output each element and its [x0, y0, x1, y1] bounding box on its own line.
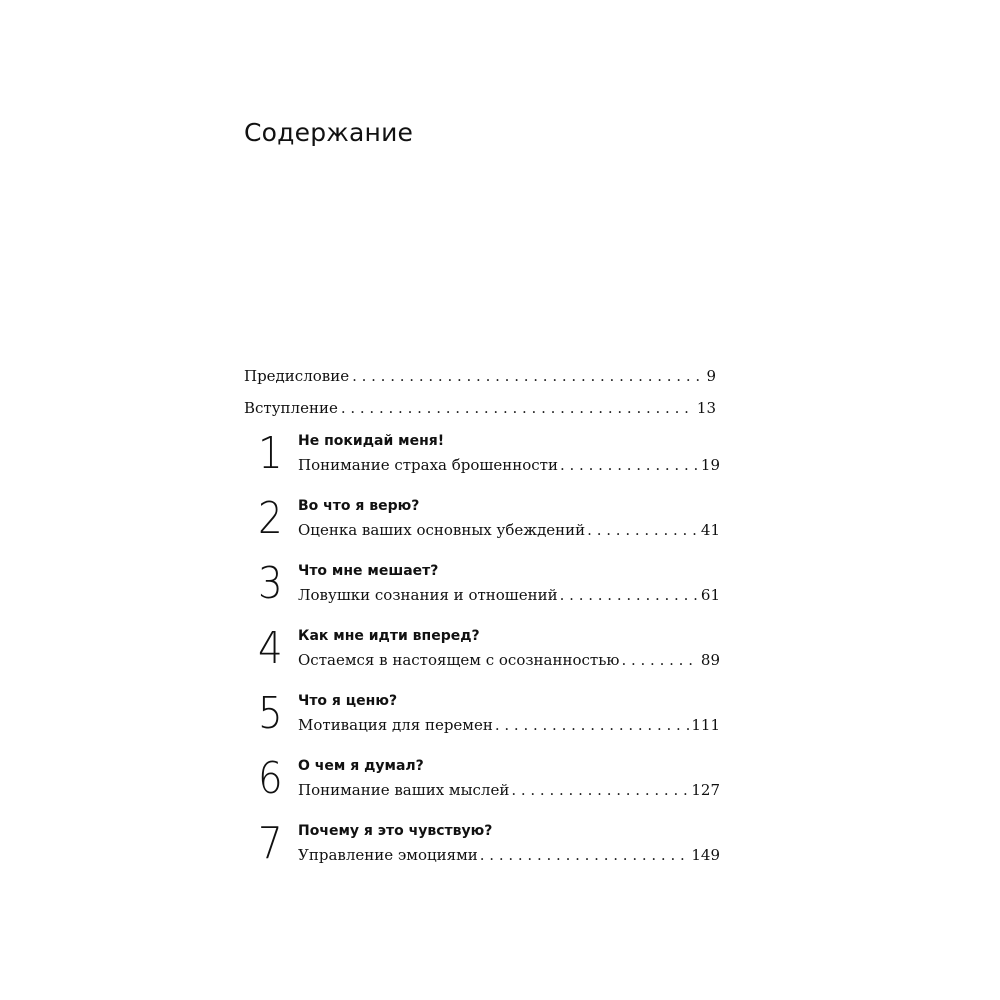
toc-entry-page: 13 — [696, 399, 716, 417]
chapter-page: 89 — [700, 651, 720, 669]
chapter-page: 127 — [691, 781, 720, 799]
toc-entry-label: Вступление — [244, 399, 338, 417]
chapter-page: 149 — [691, 846, 720, 864]
toc-entry-page: 9 — [706, 367, 716, 385]
chapter-subtitle: Оценка ваших основных убеждений — [298, 521, 586, 539]
page-title: Содержание — [244, 118, 414, 147]
chapter-title: Почему я это чувствую? — [298, 823, 493, 839]
dot-leader — [621, 650, 698, 670]
dot-leader — [352, 366, 703, 386]
chapter-subtitle: Понимание страха брошенности — [298, 456, 558, 474]
dot-leader — [560, 455, 699, 475]
chapter-number: 5 — [258, 688, 283, 739]
toc-chapter-6[interactable] — [244, 753, 720, 821]
toc-chapter-5[interactable] — [244, 688, 720, 756]
chapter-number: 3 — [258, 558, 283, 609]
chapter-number: 4 — [258, 623, 283, 674]
dot-leader — [560, 585, 699, 605]
dot-leader — [480, 845, 690, 865]
chapter-page: 19 — [700, 456, 720, 474]
chapter-subtitle: Остаемся в настоящем с осознанностью — [298, 651, 620, 669]
chapter-title: Что я ценю? — [298, 693, 398, 709]
chapter-subtitle: Управление эмоциями — [298, 846, 478, 864]
chapter-number: 2 — [258, 493, 283, 544]
dot-leader — [341, 398, 694, 418]
chapter-number: 1 — [258, 428, 283, 479]
chapter-title: Как мне идти вперед? — [298, 628, 480, 644]
toc-chapter-4[interactable] — [244, 623, 720, 691]
chapter-number: 6 — [258, 753, 283, 804]
dot-leader — [511, 780, 689, 800]
toc-chapter-2[interactable] — [244, 493, 720, 561]
chapter-title: О чем я думал? — [298, 758, 424, 774]
toc-entry-label: Предисловие — [244, 367, 350, 385]
dot-leader — [587, 520, 699, 540]
chapter-title: Во что я верю? — [298, 498, 420, 514]
chapter-subtitle: Мотивация для перемен — [298, 716, 493, 734]
chapter-subtitle: Ловушки сознания и отношений — [298, 586, 558, 604]
chapter-subtitle: Понимание ваших мыслей — [298, 781, 510, 799]
toc-entry-introduction[interactable] — [244, 398, 720, 418]
chapter-title: Не покидай меня! — [298, 433, 445, 449]
table-of-contents — [244, 366, 720, 887]
chapter-page: 61 — [700, 586, 720, 604]
chapter-title: Что мне мешает? — [298, 563, 439, 579]
toc-entry-preface[interactable] — [244, 366, 720, 386]
dot-leader — [495, 715, 690, 735]
chapter-page: 41 — [700, 521, 720, 539]
toc-chapter-3[interactable] — [244, 558, 720, 626]
toc-chapter-1[interactable] — [244, 428, 720, 496]
chapter-page: 111 — [691, 716, 720, 734]
chapter-list — [244, 428, 720, 886]
toc-chapter-7[interactable] — [244, 818, 720, 886]
chapter-number: 7 — [258, 818, 283, 869]
